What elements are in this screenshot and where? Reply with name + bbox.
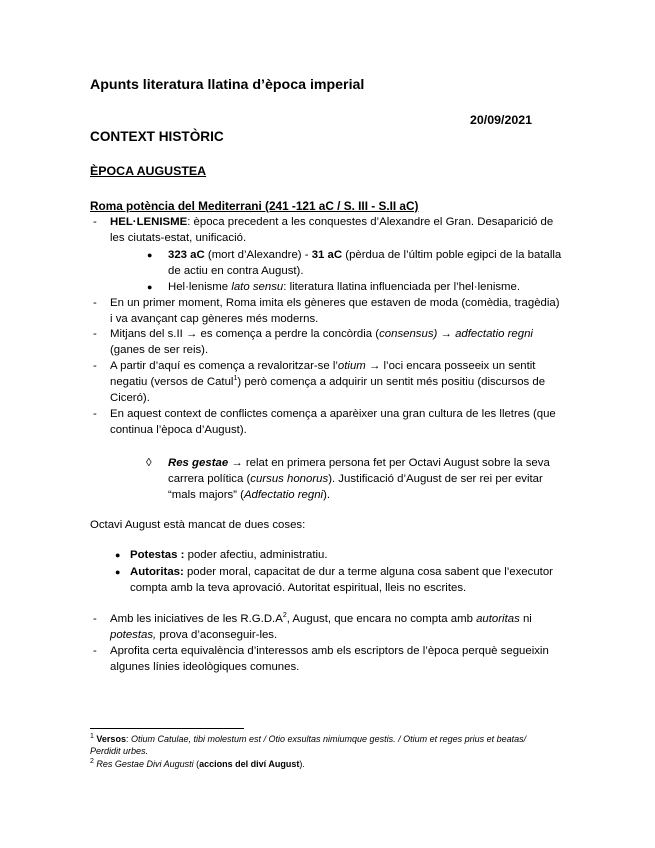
footnote-text: : [125,734,131,744]
item-text-line: (ganes de ser reis). [110,344,209,356]
item-text-line [168,488,330,502]
date-31: 31 aC [311,249,343,261]
arrow-icon: → [437,328,456,340]
item-text: (pèrdua de l’últim poble egipci de la batalla [342,249,562,261]
res-gestae-item [168,456,550,470]
list-item: En un primer moment, Roma imita els gèneres que estaven de moda (comèdia, tragèdia) [110,297,560,309]
italic-term: otium [337,360,366,372]
bullet-marker: ● [115,567,121,577]
item-text: “mals majors” ( [168,489,244,501]
item-text-line: continua l’època d’August). [110,424,247,436]
item-text: Mitjans del s.II [110,328,186,340]
item-text: l’oci encara posseeix un sentit [383,360,536,372]
item-text-line [110,375,545,389]
list-item [130,565,553,579]
term-potestas: Potestas : [130,549,185,561]
footnote-separator [90,728,244,729]
item-text-line: i va avançant cap gèneres més moderns. [110,313,319,325]
list-item: En aquest context de conflictes comença a aparèixer una gran cultura de les lletres (que [110,408,556,420]
footnote-1 [90,734,526,745]
bullet-marker: ● [147,282,153,292]
item-text-line: algunes línies ideològiques comunes. [110,661,300,673]
footnote-label: Versos [96,734,126,744]
era-heading: Roma potència del Mediterrani (241 -121 aC / S. III - S.II aC) [90,199,419,213]
item-text: ) però comença a adquirir un sentit més positiu (discursos de [237,376,546,388]
italic-term: Adfectatio regni [243,489,324,501]
list-dash: - [93,408,97,420]
item-text: relat en primera persona fet per Octavi August sobre la seva [242,457,550,469]
bullet-marker: ● [115,550,121,560]
item-text: : època precedent a les conquestes d’Alexandre el Gran. Desaparició de [187,216,554,228]
list-dash: - [93,328,97,340]
item-text: negatiu (versos de Catul [110,376,234,388]
term-hellenisme: HEL·LENISME [110,216,188,228]
sub-list-item [168,248,561,262]
footnote-text: Res Gestae Divi Augusti [96,759,194,769]
list-item [130,548,328,562]
item-text-line: compta amb la teva aprovació. Autoritat espiritual, lleis no escrites. [130,582,467,594]
bullet-marker: ● [147,250,153,260]
list-dash: - [93,216,97,228]
footnote-ref[interactable]: 1 [233,375,238,383]
arrow-icon: → [228,457,243,469]
item-text: : literatura llatina influenciada per l’hel·lenisme. [283,281,521,293]
item-text: Hel·lenisme [168,281,232,293]
document-date: 20/09/2021 [470,113,533,127]
item-text-line [110,628,277,642]
item-text-line: les ciutats-estat, unificació. [110,232,247,244]
footnote-number: 1 [90,733,94,740]
footnote-text: ). [299,759,305,769]
italic-term: potestas, [110,629,157,641]
item-text: , August, que encara no compta amb [286,613,477,625]
item-text: ). [323,489,331,501]
item-text: ni [519,613,532,625]
item-text: poder moral, capacitat de dur a terme alguna cosa sabent que l’executor [183,566,553,578]
item-text-line: de actiu en contra August). [168,265,304,277]
list-dash: - [93,297,97,309]
list-item [110,215,554,229]
list-item [110,359,535,373]
footnote-text: accions del diví August [199,759,300,769]
subsection-heading: ÈPOCA AUGUSTEA [90,164,207,178]
item-text-line: Ciceró). [110,392,150,404]
item-text: (mort d’Alexandre) - [204,249,312,261]
footnote-number: 2 [90,758,94,765]
list-dash: - [93,613,97,625]
item-text: A partir d’aquí es comença a revaloritzar-se l’ [110,360,338,372]
diamond-icon: ◊ [146,457,152,469]
footnote-text: ( [193,759,200,769]
footnote-1-line2: Perdidit urbes. [90,746,149,756]
list-item: Aprofita certa equivalència d’interessos amb els escriptors de l’època perquè segueixin [110,645,549,657]
term-autoritas: Autoritas: [130,566,184,578]
footnote-ref[interactable]: 2 [282,612,287,620]
document-title: Apunts literatura llatina d’època imperial [90,77,365,93]
footnote-2 [90,759,305,770]
res-gestae-term: Res gestae [168,457,229,469]
list-dash: - [93,360,97,372]
list-item [110,327,533,341]
italic-term: consensus) [379,328,438,340]
italic-term: adfectatio regni [455,328,533,340]
footnote-text: Otium Catulae, tibi molestum est / Otio exsultas nimiumque gestis. / Otium et reges prius et beatas/ [130,734,527,744]
list-dash: - [93,645,97,657]
list-item [110,612,532,626]
item-text: prova d’aconseguir-les. [156,629,278,641]
italic-term: lato sensu [231,281,284,293]
item-text-line [168,472,543,486]
item-text: es comença a perdre la concòrdia ( [197,328,380,340]
item-text: poder afectiu, administratiu. [184,549,328,561]
paragraph: Octavi August està mancat de dues coses: [90,519,306,531]
italic-term: autoritas [476,613,520,625]
section-heading: CONTEXT HISTÒRIC [90,129,224,144]
italic-term: cursus honorus [250,473,329,485]
item-text: ). Justificació d’August de ser rei per evitar [328,473,543,485]
item-text: carrera política ( [168,473,251,485]
arrow-icon: → [185,328,198,340]
sub-list-item [168,280,520,294]
date-323: 323 aC [168,249,205,261]
item-text: Amb les iniciatives de les R.G.D.A [110,613,283,625]
arrow-icon: → [365,360,384,372]
